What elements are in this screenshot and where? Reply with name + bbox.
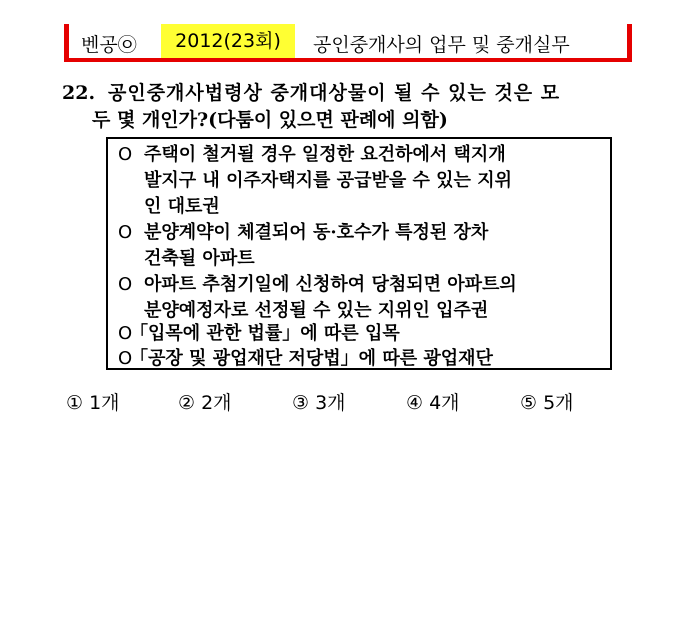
brand-label: 벤공㉧: [81, 34, 137, 56]
item-line: 인 대토권: [144, 196, 220, 217]
bullet-mark: O: [118, 348, 133, 369]
header-banner: [64, 24, 632, 62]
item-line: 「공장 및 광업재단 저당법」에 따른 광업재단: [130, 348, 493, 369]
bullet-mark: O: [118, 274, 133, 295]
subject-title: 공인중개사의 업무 및 중개실무: [313, 34, 570, 56]
item-line: 주택이 철거될 경우 일정한 요건하에서 택지개: [144, 144, 506, 165]
answer-choice-1[interactable]: ① 1개: [66, 392, 120, 414]
question-text-line-2: 두 몇 개인가?(다툼이 있으면 판례에 의함): [92, 109, 448, 131]
bullet-mark: O: [118, 222, 133, 243]
answer-choice-3[interactable]: ③ 3개: [292, 392, 346, 414]
item-line: 건축될 아파트: [144, 248, 255, 269]
item-line: 발지구 내 이주자택지를 공급받을 수 있는 지위: [144, 170, 512, 191]
answer-choices: [66, 388, 626, 418]
question-text-line-1: 공인중개사법령상 중개대상물이 될 수 있는 것은 모: [108, 82, 561, 104]
answer-choice-4[interactable]: ④ 4개: [406, 392, 460, 414]
item-line: 아파트 추첨기일에 신청하여 당첨되면 아파트의: [144, 274, 517, 295]
question-number: 22.: [62, 82, 96, 104]
items-box: [106, 137, 612, 370]
item-line: 분양계약이 체결되어 동·호수가 특정된 장차: [144, 222, 489, 243]
exam-year-label: 2012(23회): [161, 24, 295, 58]
answer-choice-2[interactable]: ② 2개: [178, 392, 232, 414]
item-line: 「입목에 관한 법률」에 따른 입목: [130, 323, 400, 344]
bullet-mark: O: [118, 144, 133, 165]
item-line: 분양예정자로 선정될 수 있는 지위인 입주권: [144, 300, 489, 321]
bullet-mark: O: [118, 323, 133, 344]
answer-choice-5[interactable]: ⑤ 5개: [520, 392, 574, 414]
